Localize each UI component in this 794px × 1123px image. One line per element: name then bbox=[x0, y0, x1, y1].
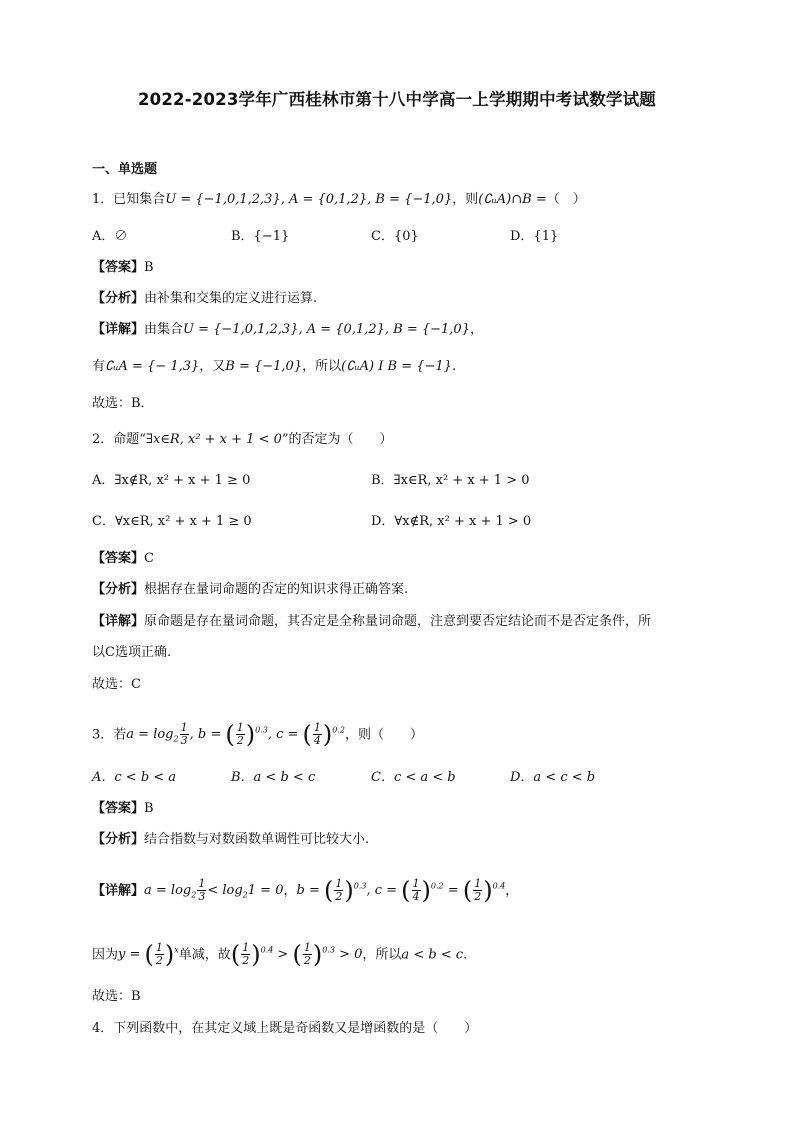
q1-stem-text: 1．已知集合 bbox=[92, 192, 166, 207]
q2-conclusion: 故选：C bbox=[92, 677, 141, 692]
analysis-label: 【分析】 bbox=[92, 291, 145, 306]
answer-label: 【答案】 bbox=[92, 801, 145, 816]
q2-detail bbox=[92, 612, 714, 632]
q2-analysis-text: 根据存在量词命题的否定的知识求得正确答案. bbox=[144, 582, 409, 597]
analysis-label: 【分析】 bbox=[92, 832, 145, 847]
q2-option-d: D．∀x∉R, x² + x + 1 > 0 bbox=[371, 514, 532, 529]
answer-label: 【答案】 bbox=[92, 551, 145, 566]
detail-label: 【详解】 bbox=[92, 614, 145, 629]
q3-detail: 【详解】$a = \log_2$ $\frac{1}{3}$ < $\log_21 = 0$，b = ( $\frac{1}{2}$ )$^{0.3}$, c = ( $\frac{1}{4}$ )$^{0.2}$ = ( $\frac{1}{2}$ )$^{0.4}$， bbox=[92, 876, 519, 905]
q1-answer bbox=[92, 258, 714, 278]
q2-detail-2: 以C选项正确. bbox=[92, 645, 172, 660]
q1-detail-2 bbox=[92, 357, 714, 377]
section-heading: 一、单选题 bbox=[92, 162, 158, 177]
detail-label: 【详解】 bbox=[92, 883, 145, 899]
q2-option-a: A．∃x∉R, x² + x + 1 ≥ 0 bbox=[92, 473, 251, 488]
q2-stem-math: ∃x∈R, x² + x + 1 < 0 bbox=[145, 432, 282, 447]
question-2-stem bbox=[92, 430, 714, 450]
q1-detail2-math-3: (∁ᵤA) I B = {−1} bbox=[341, 359, 452, 374]
q1-detail2-text-4: . bbox=[451, 359, 457, 374]
q3-option-d: D．a < c < b bbox=[510, 770, 596, 785]
q3-option-c: C．c < a < b bbox=[371, 770, 456, 785]
page-title: 2022-2023学年广西桂林市第十八中学高一上学期期中考试数学试题 bbox=[138, 90, 656, 109]
q1-conclusion: 故选：B． bbox=[92, 396, 154, 411]
q3-detail2-formula: y = ( $\frac{1}{2}$ )$^x$ bbox=[118, 940, 179, 969]
q3-answer bbox=[92, 799, 714, 819]
q1-option-c: C．{0} bbox=[371, 229, 419, 244]
q3-analysis-text: 结合指数与对数函数单调性可比较大小. bbox=[144, 832, 370, 847]
q2-analysis bbox=[92, 580, 714, 600]
answer-label: 【答案】 bbox=[92, 260, 145, 275]
analysis-label: 【分析】 bbox=[92, 582, 145, 597]
q1-detail-text-2: ， bbox=[469, 322, 483, 337]
q3-detail-formula-2: b = ( $\frac{1}{2}$ )$^{0.3}$, c = ( $\frac{1}{4}$ )$^{0.2}$ = ( $\frac{1}{2}$ )$^{0.4}$ bbox=[296, 876, 506, 905]
q1-option-a: A．∅ bbox=[92, 229, 128, 244]
q1-detail-math: U = {−1,0,1,2,3}, A = {0,1,2}, B = {−1,0} bbox=[183, 322, 470, 337]
q1-stem-math-2: (∁ᵤA)∩B = bbox=[478, 192, 547, 207]
q1-stem-text-3: （ ） bbox=[546, 192, 586, 207]
q3-conclusion: 故选：B bbox=[92, 989, 141, 1004]
q1-analysis bbox=[92, 289, 714, 309]
q3-option-b: B．a < b < c bbox=[231, 770, 316, 785]
q1-detail bbox=[92, 320, 714, 340]
q3-option-a: A．c < b < a bbox=[92, 770, 177, 785]
q1-detail2-math-2: B = {−1,0} bbox=[225, 359, 303, 374]
q2-option-b: B．∃x∈R, x² + x + 1 > 0 bbox=[371, 473, 530, 488]
q1-stem-text-2: ，则 bbox=[452, 192, 479, 207]
q1-answer-value: B bbox=[144, 260, 154, 275]
q3-stem-text: 3．若 bbox=[92, 727, 127, 743]
q2-answer bbox=[92, 549, 714, 569]
q1-detail2-text-3: ，所以 bbox=[302, 359, 342, 374]
q1-option-d: D．{1} bbox=[510, 229, 559, 244]
q3-detail2-formula-3: a < b < c bbox=[401, 947, 464, 963]
question-4-stem: 4．下列函数中，在其定义域上既是奇函数又是增函数的是（ ） bbox=[92, 1021, 478, 1036]
question-1-stem bbox=[92, 190, 714, 210]
q1-detail2-text-2: ，又 bbox=[199, 359, 226, 374]
q1-detail2-math: ∁ᵤA = {− 1,3} bbox=[105, 359, 200, 374]
q3-detail-formula: $a = \log_2$ $\frac{1}{3}$ < $\log_21 = 0$ bbox=[144, 877, 284, 904]
q2-stem-text: 2．命题“ bbox=[92, 432, 146, 447]
q3-stem-formula: $a = \log_2$ $\frac{1}{3}$ , b = ( $\frac{1}{2}$ )$^{0.3}$, c = ( $\frac{1}{4}$ )$^{0.2}$ bbox=[126, 720, 346, 749]
fraction: $\frac{1}{3}$ bbox=[180, 721, 188, 748]
q1-detail-text: 由集合 bbox=[144, 322, 184, 337]
detail-label: 【详解】 bbox=[92, 322, 145, 337]
q2-stem-text-2: ”的否定为（ ） bbox=[281, 432, 393, 447]
q1-detail2-text: 有 bbox=[92, 359, 106, 374]
q3-answer-value: B bbox=[144, 801, 154, 816]
q1-option-b: B．{−1} bbox=[231, 229, 290, 244]
question-3-stem bbox=[92, 716, 714, 755]
q1-stem-math: U = {−1,0,1,2,3}, A = {0,1,2}, B = {−1,0} bbox=[165, 192, 453, 207]
q2-answer-value: C bbox=[144, 551, 154, 566]
q3-stem-text-2: ，则（ ） bbox=[345, 727, 424, 743]
q2-detail-text: 原命题是存在量词命题，其否定是全称量词命题，注意到要否定结论而不是否定条件，所 bbox=[144, 614, 652, 629]
q3-analysis bbox=[92, 830, 714, 850]
q1-analysis-text: 由补集和交集的定义进行运算. bbox=[144, 291, 318, 306]
q3-detail2-formula-2: ( $\frac{1}{2}$ )$^{0.4}$ > ( $\frac{1}{2}$ )$^{0.3}$ > 0 bbox=[230, 940, 363, 969]
q2-option-c: C．∀x∈R, x² + x + 1 ≥ 0 bbox=[92, 514, 252, 529]
q3-detail-2: 因为y = ( $\frac{1}{2}$ )$^x$单减，故( $\frac{1}{2}$ )$^{0.4}$ > ( $\frac{1}{2}$ )$^{0.3}$ > 0，所以a < b < c. bbox=[92, 940, 468, 969]
